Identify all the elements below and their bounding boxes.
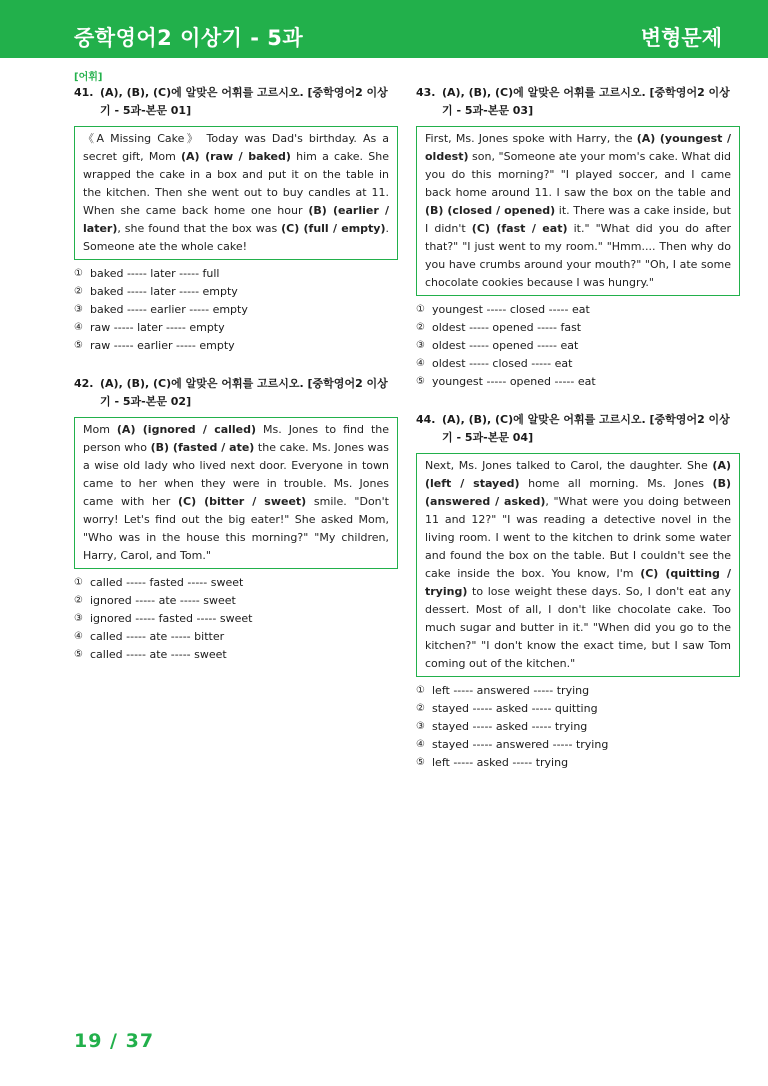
passage-text: son, "Someone ate your mom's cake. What did you do this morning?" "I played soccer, and I came back home around 11. I saw the box on the table and: [425, 150, 731, 199]
question-prompt: (A), (B), (C)에 알맞은 어휘를 고르시오. [중학영어2 이상기 - 5과-본문 01]: [100, 86, 388, 117]
passage-text: . Someone ate the whole cake!: [83, 222, 389, 253]
choice-blank: (A) (ignored / called): [116, 423, 257, 436]
question-44: [416, 411, 740, 772]
option-text: left ----- asked ----- trying: [432, 756, 569, 769]
option-text: baked ----- earlier ----- empty: [90, 303, 248, 316]
answer-option[interactable]: [74, 628, 398, 646]
answer-option[interactable]: [74, 283, 398, 301]
option-number: ④: [74, 322, 83, 333]
question-header: [74, 84, 398, 120]
option-text: called ----- ate ----- sweet: [90, 648, 227, 661]
passage-text: the cake. Ms. Jones was a wise old lady who lived next door. Everyone in town came to her when they were in trouble. Ms. Jones came with her: [83, 441, 389, 508]
question-header: [416, 411, 740, 447]
option-number: ①: [416, 685, 425, 696]
passage-text: home all morning. Ms. Jones: [519, 477, 713, 490]
option-text: left ----- answered ----- trying: [432, 684, 590, 697]
option-number: ⑤: [74, 649, 83, 660]
answer-option[interactable]: [416, 682, 740, 700]
question-number: 43.: [416, 86, 436, 99]
answer-options: [416, 301, 740, 391]
answer-option[interactable]: [74, 592, 398, 610]
option-number: ⑤: [416, 376, 425, 387]
choice-blank: (A) (raw / baked): [181, 150, 291, 163]
page-header: [0, 0, 768, 58]
question-prompt: (A), (B), (C)에 알맞은 어휘를 고르시오. [중학영어2 이상기 - 5과-본문 02]: [100, 377, 388, 408]
option-text: oldest ----- opened ----- eat: [432, 339, 579, 352]
passage-text: him a cake. She wrapped the cake in a box and put it on the table in the kitchen. Then she went out to buy candles at 11. When she came back home one hour: [83, 150, 389, 217]
answer-option[interactable]: [74, 610, 398, 628]
answer-option[interactable]: [416, 337, 740, 355]
option-number: ③: [416, 340, 425, 351]
choice-blank: (B) (answered / asked): [425, 477, 731, 508]
option-number: ⑤: [74, 340, 83, 351]
option-text: called ----- fasted ----- sweet: [90, 576, 244, 589]
left-column: [74, 84, 398, 684]
section-tag: [어휘]: [74, 72, 103, 83]
question-43: [416, 84, 740, 391]
passage-text: , she found that the box was: [117, 222, 282, 235]
choice-blank: (B) (earlier / later): [83, 204, 389, 235]
answer-option[interactable]: [416, 754, 740, 772]
answer-option[interactable]: [416, 736, 740, 754]
passage-text: Next, Ms. Jones talked to Carol, the daughter. She: [425, 459, 713, 472]
option-text: baked ----- later ----- empty: [90, 285, 238, 298]
option-text: stayed ----- answered ----- trying: [432, 738, 609, 751]
question-number: 44.: [416, 413, 436, 426]
choice-blank: (C) (fast / eat): [471, 222, 568, 235]
option-text: stayed ----- asked ----- quitting: [432, 702, 598, 715]
passage-box: [74, 417, 398, 569]
choice-blank: (A) (left / stayed): [425, 459, 731, 490]
passage-text: it. There was a cake inside, but I didn't: [425, 204, 731, 235]
option-number: ②: [74, 286, 83, 297]
option-number: ②: [416, 703, 425, 714]
option-text: baked ----- later ----- full: [90, 267, 220, 280]
choice-blank: (C) (full / empty): [281, 222, 386, 235]
question-header: [74, 375, 398, 411]
page-number: 19 / 37: [74, 1030, 155, 1052]
option-text: oldest ----- closed ----- eat: [432, 357, 573, 370]
option-text: ignored ----- fasted ----- sweet: [90, 612, 253, 625]
choice-blank: (B) (fasted / ate): [150, 441, 255, 454]
answer-option[interactable]: [74, 337, 398, 355]
option-text: oldest ----- opened ----- fast: [432, 321, 582, 334]
answer-option[interactable]: [416, 373, 740, 391]
passage-text: Ms. Jones to find the person who: [83, 423, 389, 454]
answer-option[interactable]: [416, 319, 740, 337]
answer-option[interactable]: [416, 301, 740, 319]
passage-text: it." "What did you do after that?" "I just went to my room." "Hmm.... Then why do you have crumbs around your mouth?" "Oh, I ate some chocolate cookies because I was hungry.": [425, 222, 731, 289]
question-41: [74, 84, 398, 355]
answer-option[interactable]: [74, 265, 398, 283]
answer-option[interactable]: [74, 319, 398, 337]
option-text: raw ----- later ----- empty: [90, 321, 225, 334]
answer-option[interactable]: [74, 646, 398, 664]
option-number: ④: [416, 358, 425, 369]
answer-option[interactable]: [416, 718, 740, 736]
header-title: 중학영어2 이상기 - 5과: [74, 26, 304, 50]
answer-option[interactable]: [74, 301, 398, 319]
option-number: ③: [74, 613, 83, 624]
choice-blank: (B) (closed / opened): [425, 204, 556, 217]
option-text: stayed ----- asked ----- trying: [432, 720, 588, 733]
option-number: ①: [74, 577, 83, 588]
question-prompt: (A), (B), (C)에 알맞은 어휘를 고르시오. [중학영어2 이상기 - 5과-본문 04]: [442, 413, 730, 444]
right-column: [416, 84, 740, 792]
option-number: ④: [416, 739, 425, 750]
question-42: [74, 375, 398, 664]
option-number: ②: [416, 322, 425, 333]
answer-option[interactable]: [416, 700, 740, 718]
option-number: ②: [74, 595, 83, 606]
choice-blank: (C) (quitting / trying): [425, 567, 731, 598]
option-text: called ----- ate ----- bitter: [90, 630, 225, 643]
option-number: ③: [74, 304, 83, 315]
question-prompt: (A), (B), (C)에 알맞은 어휘를 고르시오. [중학영어2 이상기 - 5과-본문 03]: [442, 86, 730, 117]
choice-blank: (A) (youngest / oldest): [425, 132, 732, 163]
option-number: ⑤: [416, 757, 425, 768]
question-number: 42.: [74, 377, 94, 390]
passage-text: 《A Missing Cake》 Today was Dad's birthday. As a secret gift, Mom: [83, 132, 389, 163]
question-header: [416, 84, 740, 120]
passage-box: [416, 453, 740, 677]
answer-options: [74, 265, 398, 355]
passage-box: [416, 126, 740, 296]
option-number: ③: [416, 721, 425, 732]
option-number: ④: [74, 631, 83, 642]
passage-text: to lose weight these days. So, I don't eat any dessert. Most of all, I don't like chocolate cake. Too much sugar and butter in it." "When did you go to the kitchen?" "I don't know the exact time, but I saw Tom coming out of the kitchen.": [425, 585, 731, 670]
answer-option[interactable]: [416, 355, 740, 373]
passage-text: First, Ms. Jones spoke with Harry, the: [425, 132, 637, 145]
option-text: youngest ----- closed ----- eat: [432, 303, 590, 316]
option-text: raw ----- earlier ----- empty: [90, 339, 235, 352]
passage-box: [74, 126, 398, 260]
option-text: youngest ----- opened ----- eat: [432, 375, 596, 388]
passage-text: smile. "Don't worry! Let's find out the big eater!" She asked Mom, "Who was in the house this morning?" "My children, Harry, Carol, and Tom.": [83, 495, 389, 562]
option-number: ①: [74, 268, 83, 279]
answer-option[interactable]: [74, 574, 398, 592]
question-number: 41.: [74, 86, 94, 99]
option-text: ignored ----- ate ----- sweet: [90, 594, 236, 607]
option-number: ①: [416, 304, 425, 315]
passage-text: , "What were you doing between 11 and 12?" "I was reading a detective novel in the living room. I went to the kitchen to drink some water and found the box on the table. But I couldn't see the cake inside the box. You know, I'm: [425, 495, 731, 580]
choice-blank: (C) (bitter / sweet): [177, 495, 307, 508]
passage-text: Mom: [83, 423, 117, 436]
header-badge: 변형문제: [640, 26, 722, 50]
answer-options: [74, 574, 398, 664]
answer-options: [416, 682, 740, 772]
